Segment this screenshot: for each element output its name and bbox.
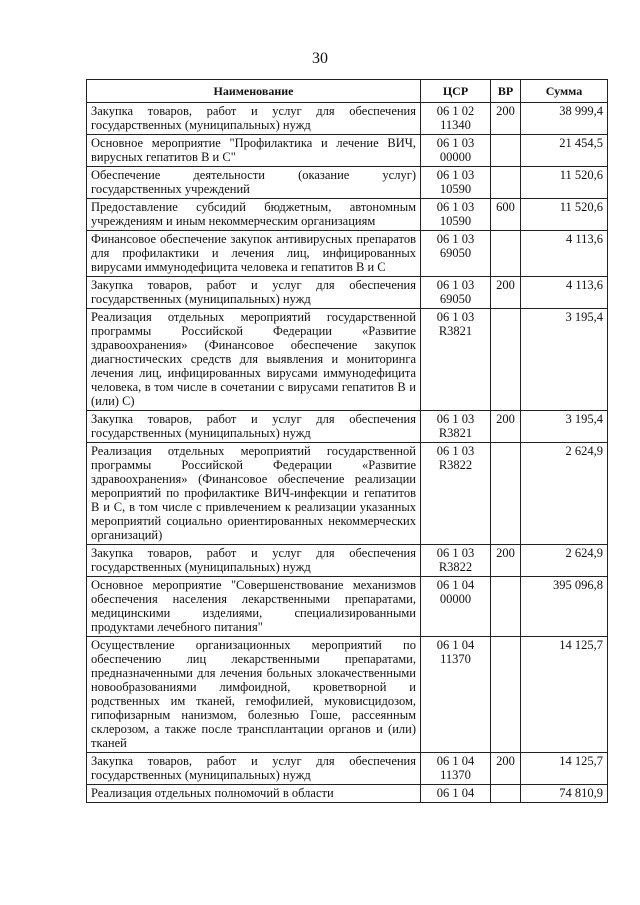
column-header-vr: ВР [491, 80, 521, 103]
table-row [87, 443, 608, 545]
column-header-sum: Сумма [521, 80, 608, 103]
csr-code-part1: 06 1 03 [436, 168, 475, 182]
csr-code-part1: 06 1 04 [436, 638, 475, 652]
row-sum-cell: 4 113,6 [521, 277, 608, 309]
row-name-cell: Закупка товаров, работ и услуг для обеспечения государственных (муниципальных) нужд [87, 753, 421, 785]
row-name-cell: Реализация отдельных мероприятий государственной программы Российской Федерации «Развитие здравоохранения» (Финансовое обеспечение закупок диагностических средств для выявления и мониторинга лечения лиц, инфицированных вирусами иммунодефицита человека, в том числе в сочетании с вирусами гепатитов В и (или) С) [87, 309, 421, 411]
csr-code-part2: R3822 [438, 458, 473, 472]
row-sum-cell: 14 125,7 [521, 753, 608, 785]
page-number: 30 [312, 50, 328, 67]
row-vr-cell [491, 231, 521, 277]
row-sum-cell: 74 810,9 [521, 785, 608, 803]
row-csr-cell [421, 577, 491, 637]
csr-code-part2: R3821 [438, 324, 473, 338]
row-vr-cell [491, 135, 521, 167]
table-row [87, 103, 608, 135]
row-csr-cell [421, 231, 491, 277]
row-sum-cell: 38 999,4 [521, 103, 608, 135]
csr-code-part1: 06 1 03 [436, 310, 475, 324]
csr-code-part1: 06 1 03 [436, 232, 475, 246]
csr-code-part1: 06 1 04 [436, 786, 475, 800]
row-sum-cell: 3 195,4 [521, 309, 608, 411]
csr-code-part2: 69050 [439, 292, 472, 306]
csr-code-part1: 06 1 02 [436, 104, 475, 118]
row-csr-cell [421, 167, 491, 199]
row-name-cell: Закупка товаров, работ и услуг для обеспечения государственных (муниципальных) нужд [87, 545, 421, 577]
csr-code-part2: 69050 [439, 246, 472, 260]
row-name-cell: Обеспечение деятельности (оказание услуг) государственных учреждений [87, 167, 421, 199]
row-csr-cell [421, 135, 491, 167]
budget-table [86, 79, 608, 803]
row-sum-cell: 2 624,9 [521, 545, 608, 577]
row-name-cell: Закупка товаров, работ и услуг для обеспечения государственных (муниципальных) нужд [87, 103, 421, 135]
table-row [87, 167, 608, 199]
row-csr-cell [421, 199, 491, 231]
csr-code-part1: 06 1 03 [436, 546, 475, 560]
csr-code-part1: 06 1 03 [436, 444, 475, 458]
row-sum-cell: 395 096,8 [521, 577, 608, 637]
row-sum-cell: 11 520,6 [521, 167, 608, 199]
row-vr-cell: 200 [491, 545, 521, 577]
csr-code-part1: 06 1 04 [436, 754, 475, 768]
csr-code-part2: 00000 [439, 150, 472, 164]
table-row [87, 277, 608, 309]
row-name-cell: Осуществление организационных мероприятий по обеспечению лиц лекарственными препаратами, предназначенными для лечения больных злокачественными новообразованиями лимфоидной, кроветворной и родственных им тканей, гемофилией, муковисцидозом, гипофизарным нанизмом, болезнью Гоше, рассеянным склерозом, а также после трансплантации органов и (или) тканей [87, 637, 421, 753]
column-header-csr: ЦСР [421, 80, 491, 103]
csr-code-part2: 10590 [439, 214, 472, 228]
row-csr-cell [421, 277, 491, 309]
table-row [87, 135, 608, 167]
row-csr-cell [421, 637, 491, 753]
row-vr-cell [491, 577, 521, 637]
table-row [87, 753, 608, 785]
table-row [87, 231, 608, 277]
row-sum-cell: 11 520,6 [521, 199, 608, 231]
row-name-cell: Закупка товаров, работ и услуг для обеспечения государственных (муниципальных) нужд [87, 411, 421, 443]
row-csr-cell [421, 411, 491, 443]
csr-code-part2: R3822 [438, 560, 473, 574]
row-csr-cell [421, 753, 491, 785]
csr-code-part1: 06 1 03 [436, 412, 475, 426]
row-sum-cell: 14 125,7 [521, 637, 608, 753]
row-vr-cell [491, 167, 521, 199]
csr-code-part2: R3821 [438, 426, 473, 440]
table-row [87, 637, 608, 753]
row-name-cell: Основное мероприятие "Профилактика и лечение ВИЧ, вирусных гепатитов В и С" [87, 135, 421, 167]
column-header-name: Наименование [87, 80, 421, 103]
table-row [87, 785, 608, 803]
row-csr-cell [421, 443, 491, 545]
table-row [87, 309, 608, 411]
table-header-row [87, 80, 608, 103]
row-sum-cell: 4 113,6 [521, 231, 608, 277]
row-vr-cell: 200 [491, 753, 521, 785]
row-sum-cell: 2 624,9 [521, 443, 608, 545]
table-body [87, 103, 608, 803]
table-row [87, 199, 608, 231]
csr-code-part1: 06 1 04 [436, 578, 475, 592]
row-name-cell: Основное мероприятие "Совершенствование механизмов обеспечения населения лекарственными препаратами, медицинскими изделиями, специализированными продуктами лечебного питания" [87, 577, 421, 637]
row-csr-cell [421, 545, 491, 577]
csr-code-part1: 06 1 03 [436, 278, 475, 292]
row-vr-cell: 200 [491, 103, 521, 135]
row-name-cell: Закупка товаров, работ и услуг для обеспечения государственных (муниципальных) нужд [87, 277, 421, 309]
row-csr-cell [421, 309, 491, 411]
row-vr-cell [491, 637, 521, 753]
row-vr-cell: 600 [491, 199, 521, 231]
row-vr-cell [491, 443, 521, 545]
table-row [87, 545, 608, 577]
csr-code-part2: 10590 [439, 182, 472, 196]
csr-code-part2: 00000 [439, 592, 472, 606]
csr-code-part2: 11370 [440, 652, 471, 666]
row-vr-cell [491, 309, 521, 411]
csr-code-part2: 11340 [440, 118, 471, 132]
row-name-cell: Предоставление субсидий бюджетным, автономным учреждениям и иным некоммерческим организациям [87, 199, 421, 231]
csr-code-part2: 11370 [440, 768, 471, 782]
row-csr-cell [421, 785, 491, 803]
csr-code-part1: 06 1 03 [436, 200, 475, 214]
row-vr-cell [491, 785, 521, 803]
row-csr-cell [421, 103, 491, 135]
row-vr-cell: 200 [491, 277, 521, 309]
row-name-cell: Реализация отдельных мероприятий государственной программы Российской Федерации «Развитие здравоохранения» (Финансовое обеспечение реализации мероприятий по профилактике ВИЧ-инфекции и гепатитов В и С, в том числе с привлечением к реализации указанных мероприятий социально ориентированных некоммерческих организаций) [87, 443, 421, 545]
row-name-cell: Реализация отдельных полномочий в области [87, 785, 421, 803]
csr-code-part1: 06 1 03 [436, 136, 475, 150]
row-vr-cell: 200 [491, 411, 521, 443]
row-sum-cell: 21 454,5 [521, 135, 608, 167]
table-row [87, 577, 608, 637]
table-row [87, 411, 608, 443]
row-sum-cell: 3 195,4 [521, 411, 608, 443]
row-name-cell: Финансовое обеспечение закупок антивирусных препаратов для профилактики и лечения лиц, инфицированных вирусами иммунодефицита человека и гепатитов В и С [87, 231, 421, 277]
